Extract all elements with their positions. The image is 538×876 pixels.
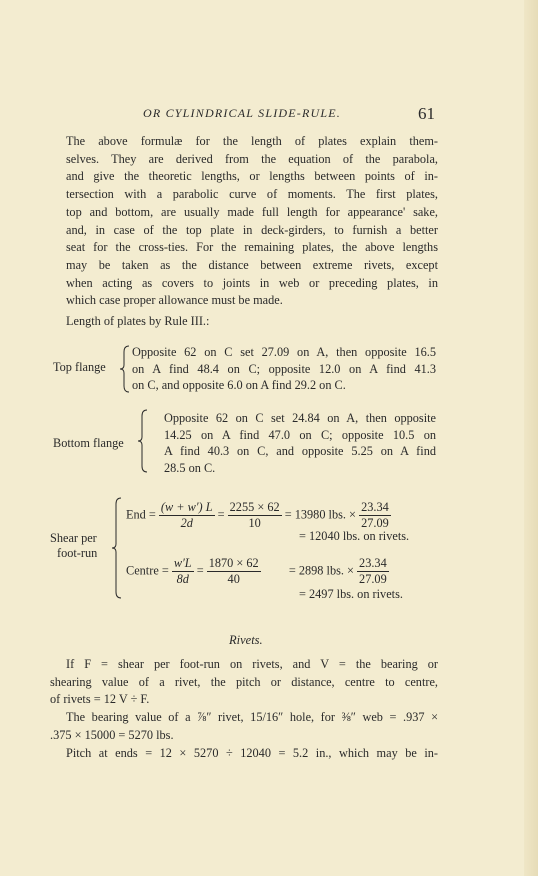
bottom-flange-brace [136,408,150,474]
section-title-rivets: Rivets. [229,633,263,647]
end-f3-den: 27.09 [361,516,389,530]
rule-heading: Length of plates by Rule III.: [66,314,210,328]
end-f1-den: 2d [180,516,193,530]
bottom-flange-line: 14.25 on A find 47.0 on C; opposite 10.5 on [164,427,436,442]
centre-f3-den: 27.09 [359,572,387,586]
intro-line: may be taken as the distance between extreme rivets, except [66,257,438,272]
end-eq2: = [284,507,292,522]
intro-line: when acting as covers to joints in web or preceding plates, in [66,275,438,290]
rivet-line: shearing value of a rivet, the pitch or distance, centre to centre, [50,674,438,689]
intro-line: which case proper allowance must be made. [66,293,283,308]
end-f2-den: 10 [248,516,261,530]
top-flange-label: Top flange [53,360,106,374]
centre-formula [126,556,389,587]
rivet-line: of rivets = 12 V ÷ F. [50,692,150,707]
centre-rivets: = 2497 lbs. on rivets. [299,587,403,601]
centre-result: 2898 lbs. × [298,563,354,578]
rivet-line: Pitch at ends = 12 × 5270 ÷ 12040 = 5.2 in., which may be in- [66,745,438,760]
centre-fraction-3 [357,556,389,587]
intro-line: tersection with a parabolic curve of moments. The first plates, [66,187,438,202]
end-fraction-1 [159,500,215,531]
running-title: OR CYLINDRICAL SLIDE-RULE. [143,106,341,120]
centre-fraction-2 [207,556,261,587]
intro-line: top and bottom, are usually made full length for appearance' sake, [66,204,438,219]
end-fraction-3 [359,500,391,531]
centre-eq1: = [196,563,204,578]
top-flange-brace [118,344,132,394]
rivet-line: The bearing value of a ⅞″ rivet, 15/16″ hole, for ⅜″ web = .937 × [66,710,438,725]
end-eq1: = [217,507,225,522]
rivets-paragraph [50,656,438,762]
intro-paragraph [66,133,438,310]
bottom-flange-line: A find 40.3 on C, and opposite 5.25 on A find [164,444,436,458]
centre-fraction-1 [172,556,194,587]
end-rivets: = 12040 lbs. on rivets. [299,529,410,543]
intro-line: and, in case of the top plate in deck-girders, to furnish a better [66,222,438,237]
bottom-flange-line: 28.5 on C. [164,460,216,475]
top-flange-line: Opposite 62 on C set 27.09 on A, then opposite 16.5 [132,345,436,359]
page-number: 61 [418,104,435,123]
centre-eq2: = [288,563,296,578]
centre-f1-den: 8d [176,572,189,586]
centre-lhs: Centre = [126,563,169,578]
end-fraction-2 [228,500,282,531]
end-f2-num: 2255 × 62 [229,500,280,514]
top-flange-text [132,344,436,394]
end-result: 13980 lbs. × [294,507,356,522]
centre-f2-num: 1870 × 62 [208,556,259,570]
centre-f3-num: 23.34 [359,556,387,570]
intro-line: seat for the cross-ties. For the remaining plates, the above lengths [66,240,438,255]
centre-f2-den: 40 [227,572,240,586]
page-edge [524,0,538,876]
end-f3-num: 23.34 [361,500,389,514]
shear-label-2: foot-run [57,546,98,560]
end-formula [126,500,391,531]
shear-brace [110,496,124,600]
rivet-line: .375 × 15000 = 5270 lbs. [50,727,174,742]
end-lhs: End = [126,507,156,522]
centre-f1-num: w′L [173,556,192,570]
bottom-flange-text [164,410,436,476]
shear-label-1: Shear per [50,531,97,545]
bottom-flange-label: Bottom flange [53,436,124,450]
intro-line: selves. They are derived from the equation of the parabola, [66,151,438,166]
top-flange-line: on A find 48.4 on C; opposite 12.0 on A find 41.3 [132,361,436,376]
intro-line: and give the theoretic lengths, or lengths between points of in- [66,169,438,184]
end-f1-num: (w + w′) L [160,500,213,514]
intro-line: The above formulæ for the length of plates explain them- [66,134,438,148]
bottom-flange-line: Opposite 62 on C set 24.84 on A, then opposite [164,411,436,425]
top-flange-line: on C, and opposite 6.0 on A find 29.2 on C. [132,378,346,392]
rivet-line: If F = shear per foot-run on rivets, and V = the bearing or [66,657,438,671]
